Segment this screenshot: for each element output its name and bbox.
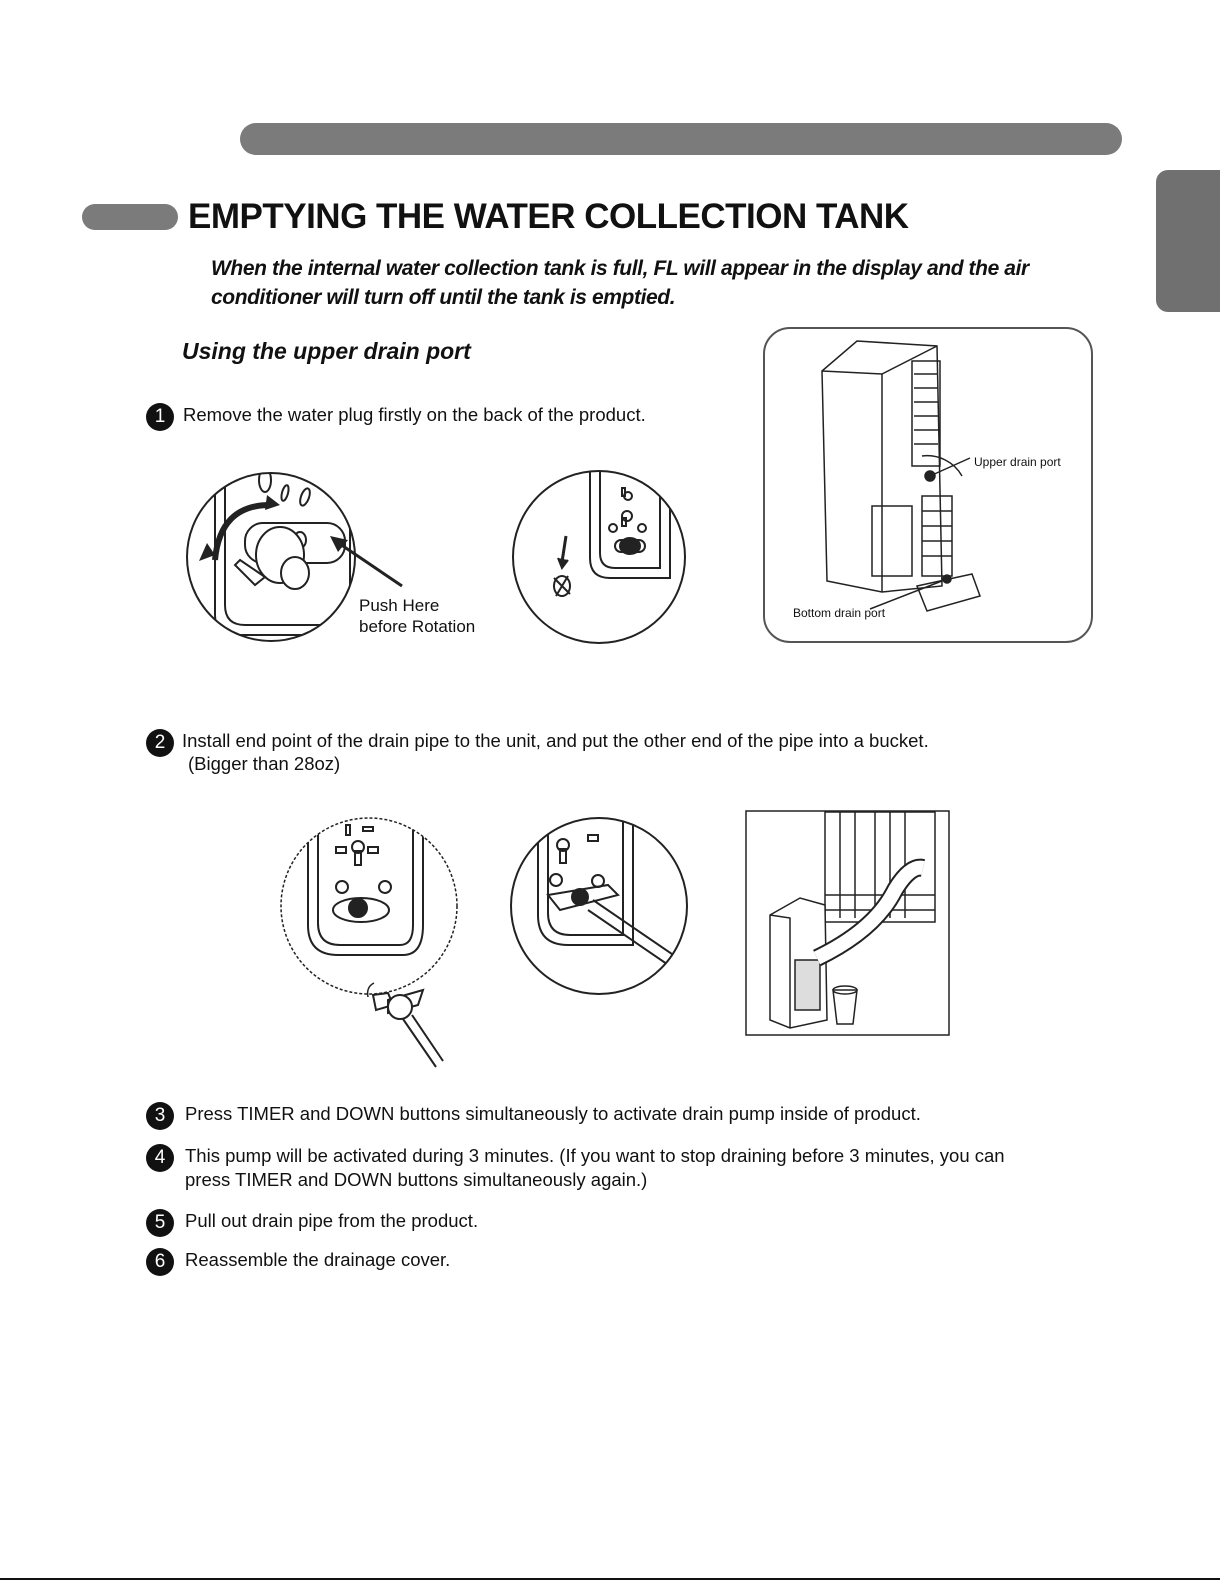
step-text-2-note: (Bigger than 28oz) [188, 753, 341, 774]
push-here-label [359, 595, 475, 637]
header-bar [240, 123, 1122, 155]
section-title: EMPTYING THE WATER COLLECTION TANK [188, 197, 909, 236]
step-text-4: This pump will be activated during 3 minutes. (If you want to stop draining before 3 minutes, you can [185, 1145, 1005, 1166]
subsection-title: Using the upper drain port [182, 338, 471, 364]
push-arrow [326, 530, 406, 590]
step-number-5: 5 [146, 1209, 174, 1237]
push-here-line-2: before Rotation [359, 617, 476, 636]
pipe-connected-illustration [508, 815, 690, 997]
step-text-2: Install end point of the drain pipe to the unit, and put the other end of the pipe into a bucket. [182, 730, 929, 751]
page-bottom-rule [0, 1578, 1220, 1580]
step-text-1: Remove the water plug firstly on the back of the product. [183, 404, 646, 425]
intro-line-2: conditioner will turn off until the tank is emptied. [211, 286, 676, 309]
step-number-2: 2 [146, 729, 174, 757]
step-number-1: 1 [146, 403, 174, 431]
intro-line-1: When the internal water collection tank is full, FL will appear in the display and the air [211, 257, 1029, 280]
upper-drain-port-label: Upper drain port [974, 455, 1061, 469]
step-text-3: Press TIMER and DOWN buttons simultaneously to activate drain pump inside of product. [185, 1103, 921, 1124]
step-text-5: Pull out drain pipe from the product. [185, 1210, 479, 1231]
pipe-attach-illustration [278, 815, 460, 1070]
push-here-line-1: Push Here [359, 596, 440, 615]
unit-back-illustration [762, 326, 1094, 644]
pipe-to-bucket-illustration [745, 810, 951, 1037]
step-text-4-cont: press TIMER and DOWN buttons simultaneously again.) [185, 1169, 648, 1190]
step-number-6: 6 [146, 1248, 174, 1276]
intro-text [211, 254, 1071, 312]
bottom-drain-port-label: Bottom drain port [793, 606, 886, 620]
step-number-4: 4 [146, 1144, 174, 1172]
chapter-tab [1156, 170, 1220, 312]
title-marker [82, 204, 178, 230]
plug-removed-illustration [510, 468, 688, 646]
step-number-3: 3 [146, 1102, 174, 1130]
step-text-6: Reassemble the drainage cover. [185, 1249, 451, 1270]
